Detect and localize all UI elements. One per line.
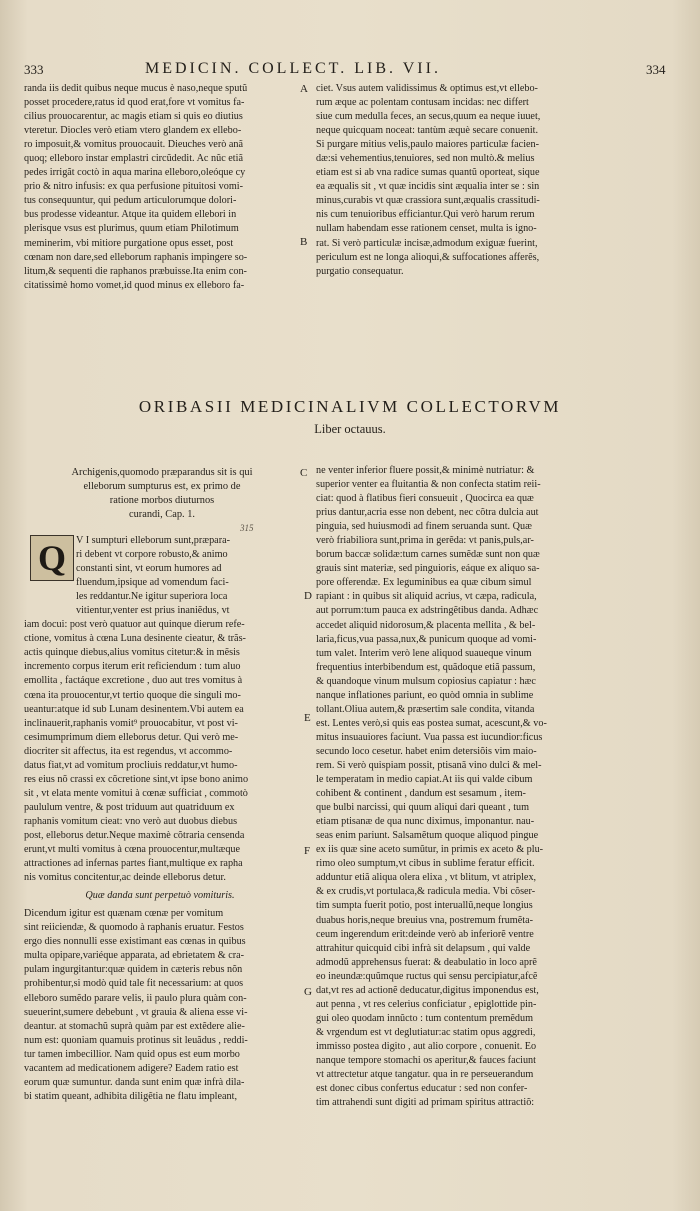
text-line: pinguia, sed huiusmodi ad finem seruanda sunt. Quæ <box>316 521 532 533</box>
text-line: erunt,vt multi vomitus à cœna prouocentur,multæque <box>24 844 241 856</box>
page-number-right: 334 <box>646 62 666 77</box>
text-line: cesimumprimum diem elleborus detur. Qui verò me- <box>24 731 239 743</box>
text-line: rat. Si verò particulæ incisæ,admodum exiguæ fuerint, <box>316 237 538 249</box>
text-line: citatissimè homo vomet,id quod minus ex elleboro fa- <box>24 279 245 291</box>
text-line: est. Lentes verò,si quis eas postea sumat, acescunt,& vo- <box>316 717 547 729</box>
initial-indented-block <box>24 534 296 618</box>
text-line: etiam ptisanæ de qua nunc diximus, imponantur. nau- <box>316 816 535 828</box>
text-line: ciet. Vsus autem validissimus & optimus est,vt ellebo- <box>316 83 538 94</box>
text-line: verò friabiliora sunt,prima in gerẽda: vt panis,puls,ar- <box>316 535 534 547</box>
text-line: rem. Si verò quispiam possit, ptisanã vino dulci & mel- <box>316 759 542 771</box>
text-line: duabus horis,neque breuius vna, postremum frumẽta- <box>316 914 533 926</box>
text-line: multa opipare,variéque apparata, ad ebrietatem & cra- <box>24 950 245 962</box>
text-line: etiam est si ab vna radice sumas quantũ oporteat, sique <box>316 167 540 179</box>
text-line: nanque tempore stomachi os aperitur,& fauces faciunt <box>316 1054 536 1066</box>
text-line: tum valet. Interim verò lene aliquod suaueque vinum <box>316 647 532 659</box>
text-line: iam docui: post verò quatuor aut quinque dierum refe- <box>24 619 245 631</box>
text-line: V I sumpturi elleborum sunt,præpara- <box>76 535 231 546</box>
text-line: vt attrectetur atque tangatur. qua in re perseuerandum <box>316 1069 534 1081</box>
text-line: diocriter sit affectus, ita est regendus, vt accommo- <box>24 745 233 757</box>
text-line: adduntur etiã aliqua olera elixa , vt blitum, vt atriplex, <box>316 872 537 884</box>
text-line: eo ineundæ:quũmque ructus qui sensu percipiatur,afcẽ <box>316 970 538 982</box>
margin-marker-a: A <box>300 83 308 95</box>
text-line: ro imposuit,& vomitus prouocauit. Dieuches verò anã <box>24 139 243 151</box>
text-line: cœnam non dare,sed elleborum raphanis impingere so- <box>24 251 248 263</box>
text-line: ex iis quæ sine aceto sumũtur, in primis ex aceto & plu- <box>316 844 544 856</box>
page-header <box>0 60 700 82</box>
text-line: nis cum tenuioribus efficiantur.Qui verò harum rerum <box>316 209 535 221</box>
text-line: tollant.Oliua autem,& præsertim sale condita, vitanda <box>316 703 535 715</box>
text-line: ri debent vt corpore robusto,& animo <box>76 549 228 561</box>
text-line: ctione, vomitus à cœna Luna desinente cieatur, & trãs- <box>24 633 246 645</box>
text-line: grauis sint materiæ, sed pinguioris, eáque ex aliquo sa- <box>316 563 540 575</box>
text-line: incremento corpus iterum erit reficiendum : tum aluo <box>24 661 241 673</box>
text-line: ea æqualis sit , vt quæ incidis sint æqualia inter se : sin <box>316 181 540 193</box>
text-line: tim attrahendi sunt digiti ad primam spiritus attractiõ: <box>316 1097 535 1109</box>
text-line: tim sumpta fuerit potio, post interuallũ,neque longius <box>316 900 533 912</box>
text-line: cohibent & continent , dandum est sesamum , item- <box>316 788 526 800</box>
text-line: & vrgendum est vt deglutiatur:ac statim opus aggredi, <box>316 1026 536 1038</box>
text-line: Dicendum igitur est quænam cœnæ per vomitum <box>24 908 224 920</box>
text-line: que bulbi narcissi, qui quum aliqui dari queant , tum <box>316 802 530 814</box>
text-line: vitientur,venter est prius inaniẽdus, vt <box>76 605 230 617</box>
text-line: vacantem ad medicationem adigere? Eadem ratio est <box>24 1062 239 1074</box>
text-line: pedes irrigãt coctò in aqua marina elleboro,oleóque cy <box>24 167 246 179</box>
text-line: neque quicquam noceat: tantùm æquè secare conuenit. <box>316 125 539 137</box>
body-right-column <box>316 464 592 1204</box>
text-line: secundo loco cesetur. habet enim detersiõis vim maio- <box>316 745 537 757</box>
text-line: actis quinque diebus,alius vomitus citetur:& in mẽsis <box>24 647 240 659</box>
text-line: bus prodesse videantur. Atque ita quidem ellebori in <box>24 209 237 221</box>
text-line: siue cum medulla feces, an secus,quum ea neque iuuet, <box>316 111 541 123</box>
text-line: gui oleo quodam innũcto : tum contentum premẽdum <box>316 1012 534 1024</box>
text-line: constanti sint, vt eorum humores ad <box>76 563 222 575</box>
text-line: borum baccæ solidæ:tum carnes sumẽdæ sunt non quæ <box>316 549 540 561</box>
text-line: cœna ita prouocentur,vt tertio quoque die singuli mo- <box>24 689 241 701</box>
chapter-heading-line: elleborum sumpturus est, ex primo de <box>83 481 241 492</box>
text-line: pulam ingurgitantur:quæ quidem in cæteris rebus nõn <box>24 964 243 976</box>
text-line: nullam habendam esse rationem censet, multa is igno- <box>316 223 537 235</box>
text-line: ceum ingerendum erit:deinde verò ab inferiorẽ ventre <box>316 928 534 940</box>
text-line: accedet aliquid nidorosum,& placenta mellita , & bel- <box>316 619 536 631</box>
text-line: fluendum,ipsique ad vomendum faci- <box>76 577 229 589</box>
page-number-left: 333 <box>24 62 44 77</box>
text-line: le temperatam in medio capiat.At iis qui valde cibum <box>316 774 533 786</box>
book-title: ORIBASII MEDICINALIVM COLLECTORVM <box>138 397 562 416</box>
text-line: pore offerendæ. Ex leguminibus ea quæ cibum simul <box>316 577 532 589</box>
text-line: rapiant : in quibus sit aliquid acrius, vt cæpa, radicula, <box>316 591 537 603</box>
text-line: litum,& sequenti die raphanos præbuisse.Ita enim con- <box>24 265 247 277</box>
text-line: ergo dies nonnulli esse existimant eas cœnas in quibus <box>24 936 246 948</box>
text-line: admodũ apprehensus fuerat: & deabulatio in loco aprẽ <box>316 956 537 968</box>
text-line: prohibentur,si modò quid tale fit necessarium: at quos <box>24 978 244 990</box>
chapter-heading-line: Archigenis,quomodo præparandus sit is qui <box>71 467 253 478</box>
text-line: sit , vt elata mente vomitui à cœnæ sufficiat , commotò <box>24 787 248 799</box>
running-title: MEDICIN. COLLECT. LIB. VII. <box>145 60 441 77</box>
text-line: elleboro sumẽdo parare velis, ii paulo plura quàm con- <box>24 992 247 1004</box>
manuscript-note: 315 <box>240 523 254 533</box>
text-line: dæ:si vehementius,tenuiores, sed non multò.& melius <box>316 153 535 165</box>
margin-marker-g: G <box>304 986 312 998</box>
initial-letter: Q <box>37 538 66 578</box>
text-line: les reddantur.Ne igitur superiora loca <box>76 591 228 603</box>
text-line: inclinauerit,raphanis vomit⁹ prouocabitur, vt post vi- <box>24 717 238 729</box>
text-line: tur tamen imbecillior. Nam quid opus est eum morbo <box>24 1048 240 1060</box>
text-line: laria,ficus,vua passa,nux,& punicum quoque ad vomi- <box>316 633 537 645</box>
text-line: sueuerint,sumere debebunt , vt grauia & aliena esse vi- <box>24 1006 248 1018</box>
text-line: bi statim queant, adhibita diligẽtia ne flatu impleant, <box>24 1090 238 1102</box>
text-line: est donec cibus confertus educatur : sed non confer- <box>316 1083 528 1095</box>
text-line: paululum ventre, & post triduum aut quatriduum ex <box>24 801 235 813</box>
text-line: dat,vt res ad actionẽ deducatur,digitus imponendus est, <box>316 984 539 996</box>
text-line: seas enim pariunt. Salsamẽtum quoque aliquod pingue <box>316 830 539 842</box>
text-line: posset procedere,ratus id quod erat,fore vt vomitus fa- <box>24 97 245 109</box>
text-line: quoq; elleboro instar emplastri circũdedit. Ac nũc etiã <box>24 153 243 165</box>
top-left-column <box>24 82 296 291</box>
text-line: prius dantur,acria esse non debent, nec cõtra dulcia aut <box>316 507 539 519</box>
text-line: rum æque ac polentam contusam incidas: nec differt <box>316 97 529 109</box>
text-line: aut penna , vt res celerius conficiatur , epiglottide pin- <box>316 998 537 1010</box>
text-line: tus consequuntur, qui pedum articulorumque dolori- <box>24 195 237 207</box>
text-line: eorum quæ sumuntur. danda sunt enim quæ infrà dila- <box>24 1076 245 1088</box>
text-line: cilius prouocarentur, ac magis etiam si quis eo diutius <box>24 111 243 123</box>
margin-marker-d: D <box>304 590 312 602</box>
text-line: rimo oleo sumptum,vt cibus in sublime feratur efficit. <box>316 858 535 870</box>
text-line: attrahitur quicquid cibi infrà sit delapsum , qui valde <box>316 942 531 954</box>
text-line: randa iis dedit quibus neque mucus è naso,neque sputũ <box>24 83 248 94</box>
text-line: minus,curabis vt quæ crassiora sunt,æqualis crassitudi- <box>316 195 540 207</box>
margin-marker-f: F <box>304 845 311 857</box>
text-line: datus fiat,vt ad vomitum procliuis reddatur,vt humo- <box>24 759 238 771</box>
text-line: deantur. at stomachũ suprà quàm par est extẽdere alie- <box>24 1020 245 1032</box>
text-line: ueantur:atque id sub Lunam desinentem.Vbi autem ea <box>24 703 244 715</box>
text-line: Si purgare mitius velis,paulo maiores particulæ facien- <box>316 139 540 151</box>
text-line: attractiones ad infernas partes fiant,multique ex rapha <box>24 858 243 870</box>
text-line: mitus insuauiores faciunt. Vua passa est iucundior:ficus <box>316 731 543 743</box>
section-heading: Quæ danda sunt perpetuò vomituris. <box>85 890 235 902</box>
text-line: nis vomitus concitentur,ac deinde elleborus detur. <box>24 872 226 884</box>
text-line: superior venter ea fluitantia & non confecta statim reii- <box>316 479 541 491</box>
text-line: ne venter inferior fluere possit,& minimè nutriatur: & <box>316 465 535 476</box>
text-line: meminerim, vbi mitiore purgatione opus esset, post <box>24 237 234 249</box>
top-right-column <box>316 82 592 277</box>
text-line: & ex crudis,vt portulaca,& radicula media. Vbi cõser- <box>316 886 536 898</box>
body-left-column <box>24 534 296 1204</box>
margin-marker-e: E <box>304 712 311 724</box>
text-line: immisso postea digito , aut alio corpore , conuenit. Eo <box>316 1040 537 1052</box>
text-line: & quandoque vinum mulsum copiosius capiatur : hæc <box>316 675 536 687</box>
text-line: num est: quoniam quamuis protinus sit leuãdus , reddi- <box>24 1034 248 1046</box>
text-line: res eius nõ crassi ex cõcretione sint,vt ipse bono animo <box>24 773 249 785</box>
margin-marker-b: B <box>300 236 308 248</box>
text-line: raphanis vomitum cieat: vno verò aut duobus diebus <box>24 815 238 827</box>
chapter-heading-line: curandi, Cap. 1. <box>128 509 196 520</box>
text-line: plerisque vsus est plurimus, quum etiam Philotimum <box>24 223 239 235</box>
text-line: post, elleborus detur.Neque maximè cõtraria censenda <box>24 829 245 841</box>
text-line: vteretur. Diocles verò etiam vtero glandem ex ellebo- <box>24 125 242 137</box>
text-line: emollita , factáque excretione , duo aut tres vomitus à <box>24 675 243 687</box>
text-line: prio & nitro infusis: ex qua perfusione pituitosi vomi- <box>24 181 244 193</box>
text-line: ciat: quod à flatibus fieri consueuit , Quocirca ea quæ <box>316 493 534 505</box>
text-line: frequentius interbibendum est, quãdoque etiã passum, <box>316 661 536 673</box>
text-line: periculum est ne longa alioqui,& suffocationes afferẽs, <box>316 251 540 263</box>
margin-marker-c: C <box>300 467 308 479</box>
chapter-heading-line: ratione morbos diuturnos <box>109 495 215 506</box>
text-line: sint reiiciendæ, & quomodo à raphanis eruatur. Festos <box>24 922 244 934</box>
text-line: nanque inflationes pariunt, eo quòd omnia in sublime <box>316 689 534 701</box>
book-subtitle: Liber octauus. <box>314 422 386 436</box>
text-line: purgatio consequatur. <box>316 265 404 277</box>
chapter-heading <box>28 466 296 522</box>
text-line: aut porrum:tum pauca ex adstringẽtibus danda. Adhæc <box>316 605 539 617</box>
